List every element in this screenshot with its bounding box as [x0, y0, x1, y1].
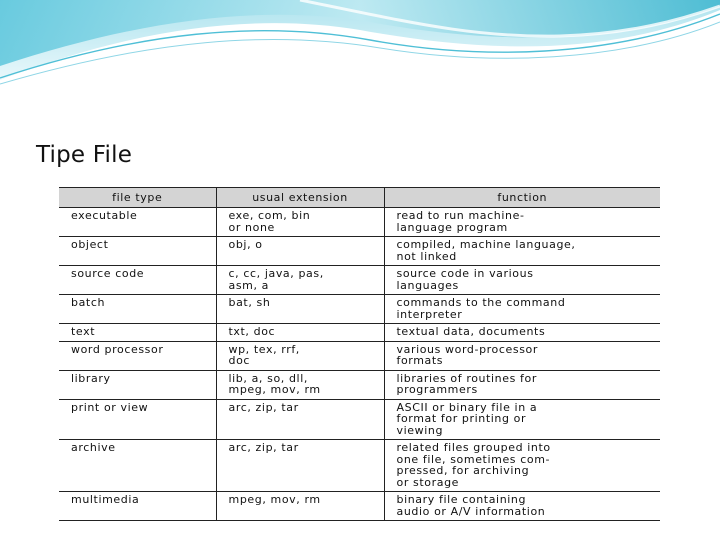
file-type-cell: batch: [71, 296, 106, 309]
function-cell: read to run machine- language program: [384, 208, 660, 237]
extension-cell: txt, doc: [216, 324, 384, 342]
function-cell: ASCII or binary file in a format for printing or viewing: [384, 399, 660, 440]
extension-cell: wp, tex, rrf, doc: [216, 341, 384, 370]
table-row: [59, 492, 660, 521]
file-type-cell: object: [71, 238, 109, 251]
table-row: [59, 370, 660, 399]
column-header-file-type: file type: [59, 188, 216, 208]
extension-cell: obj, o: [216, 237, 384, 266]
file-type-cell: print or view: [71, 400, 149, 414]
file-type-cell: text: [71, 325, 96, 338]
table-row: [59, 237, 660, 266]
table-row: [59, 266, 660, 295]
table-row: [59, 341, 660, 370]
function-cell: compiled, machine language, not linked: [384, 237, 660, 266]
table-row: [59, 399, 660, 440]
slide-title: Tipe File: [36, 142, 133, 168]
table-row: [59, 208, 660, 237]
table-header-row: [59, 188, 660, 208]
function-cell: various word-processor formats: [384, 341, 660, 370]
file-type-table-container: [59, 187, 660, 528]
column-header-function: function: [384, 188, 660, 208]
file-type-cell: executable: [71, 209, 138, 222]
extension-cell: arc, zip, tar: [216, 399, 384, 440]
extension-cell: lib, a, so, dll, mpeg, mov, rm: [216, 370, 384, 399]
function-cell: libraries of routines for programmers: [384, 370, 660, 399]
extension-cell: arc, zip, tar: [216, 440, 384, 492]
extension-cell: mpeg, mov, rm: [216, 492, 384, 521]
function-cell: source code in various languages: [384, 266, 660, 295]
file-type-cell: word processor: [71, 342, 164, 356]
function-cell: textual data, documents: [384, 324, 660, 342]
file-type-cell: archive: [71, 441, 116, 454]
function-cell: binary file containing audio or A/V information: [384, 492, 660, 521]
function-cell: related files grouped into one file, sometimes com- pressed, for archiving or storage: [384, 440, 660, 492]
table-row: [59, 295, 660, 324]
extension-cell: exe, com, bin or none: [216, 208, 384, 237]
table-row: [59, 324, 660, 342]
table-row: [59, 440, 660, 492]
file-type-table: [59, 187, 660, 521]
column-header-usual-extension: usual extension: [216, 188, 384, 208]
file-type-cell: source code: [71, 267, 145, 280]
extension-cell: bat, sh: [216, 295, 384, 324]
file-type-cell: library: [71, 371, 111, 385]
function-cell: commands to the command interpreter: [384, 295, 660, 324]
extension-cell: c, cc, java, pas, asm, a: [216, 266, 384, 295]
file-type-cell: multimedia: [71, 493, 140, 506]
header-wave-decoration: [0, 0, 720, 95]
